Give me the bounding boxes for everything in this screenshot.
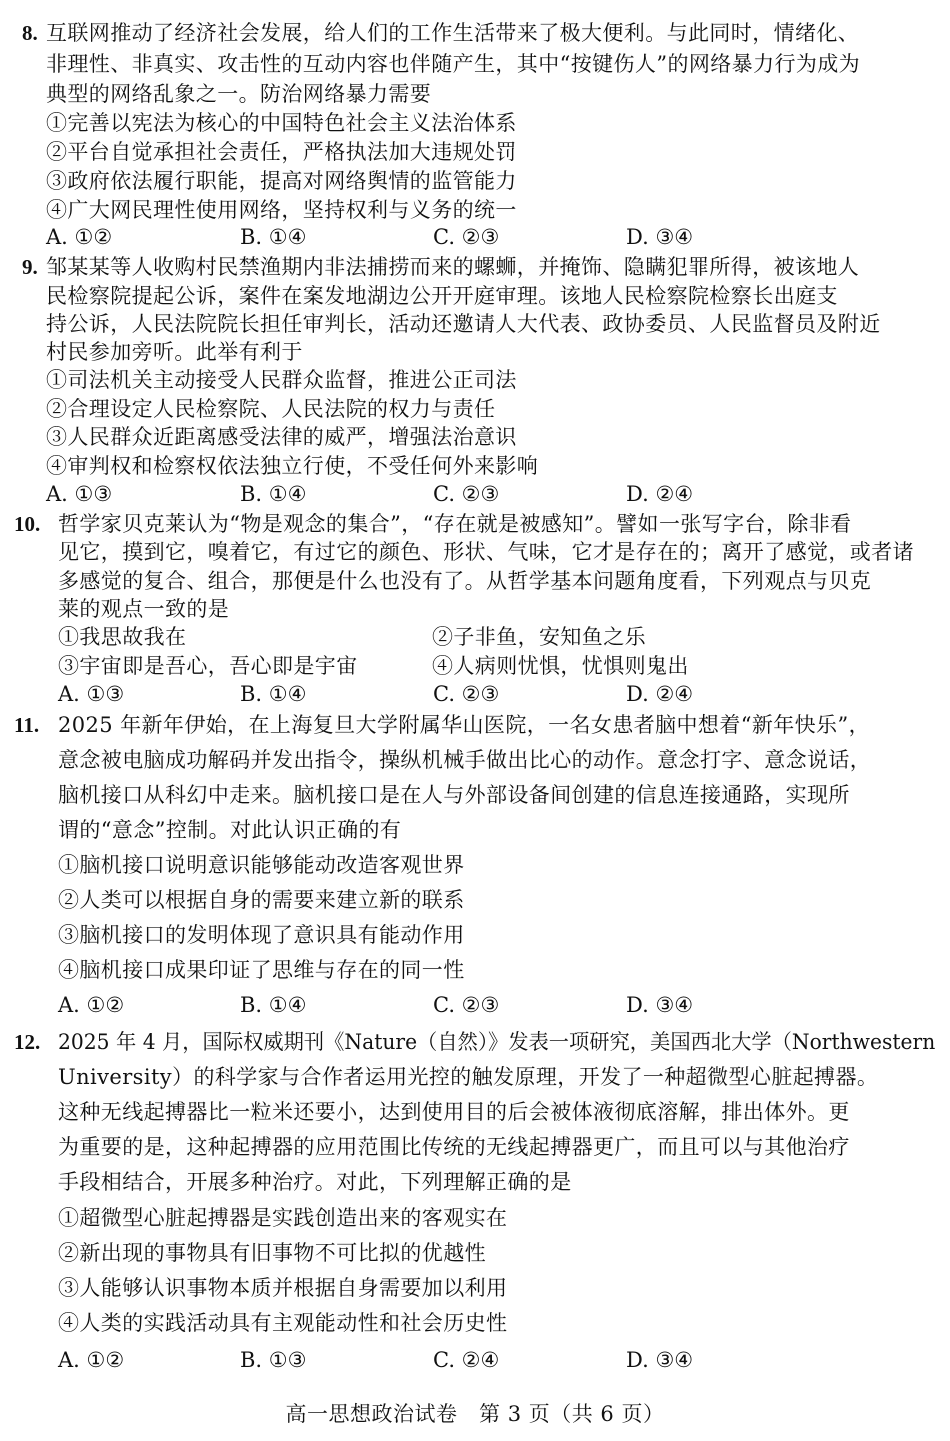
question-stem-line: 莱的观点一致的是 (58, 597, 230, 621)
statement-1: ①完善以宪法为核心的中国特色社会主义法治体系 (46, 111, 517, 135)
question-stem-line: 2025 年新年伊始，在上海复旦大学附属华山医院，一名女患者脑中想着“新年快乐”， (58, 713, 870, 737)
option-a[interactable]: A. ①③ (46, 482, 113, 506)
option-d[interactable]: D. ③④ (626, 993, 694, 1017)
question-number: 11. (14, 713, 40, 737)
statement-2: ②新出现的事物具有旧事物不可比拟的优越性 (58, 1241, 486, 1265)
option-d[interactable]: D. ②④ (626, 482, 694, 506)
option-c[interactable]: C. ②③ (433, 993, 500, 1017)
statement-1: ①我思故我在 (58, 625, 187, 649)
statement-2: ②平台自觉承担社会责任，严格执法加大违规处罚 (46, 140, 517, 164)
statement-2: ②人类可以根据自身的需要来建立新的联系 (58, 888, 465, 912)
question-stem-line: 意念被电脑成功解码并发出指令，操纵机械手做出比心的动作。意念打字、意念说话， (58, 748, 872, 772)
question-stem-line: 非理性、非真实、攻击性的互动内容也伴随产生，其中“按键伤人”的网络暴力行为成为 (46, 52, 861, 76)
question-number: 9. (22, 255, 38, 279)
statement-2: ②合理设定人民检察院、人民法院的权力与责任 (46, 397, 496, 421)
question-stem-line: 民检察院提起公诉，案件在案发地湖边公开开庭审理。该地人民检察院检察长出庭支 (46, 284, 838, 308)
question-stem-line: 村民参加旁听。此举有利于 (46, 340, 303, 364)
option-a[interactable]: A. ①③ (58, 682, 125, 706)
question-stem-line: 谓的“意念”控制。对此认识正确的有 (58, 818, 402, 842)
option-a[interactable]: A. ①② (58, 1348, 125, 1372)
option-c[interactable]: C. ②③ (433, 682, 500, 706)
question-stem-line: 持公诉，人民法院院长担任审判长，活动还邀请人大代表、政协委员、人民监督员及附近 (46, 312, 881, 336)
option-c[interactable]: C. ②③ (433, 225, 500, 249)
statement-1: ①超微型心脏起搏器是实践创造出来的客观实在 (58, 1206, 508, 1230)
question-stem-line: 2025 年 4 月，国际权威期刊《Nature（自然）》发表一项研究，美国西北大学（Northwestern (58, 1030, 936, 1054)
statement-3: ③脑机接口的发明体现了意识具有能动作用 (58, 923, 465, 947)
option-d[interactable]: D. ②④ (626, 682, 694, 706)
question-stem-line: University）的科学家与合作者运用光控的触发原理，开发了一种超微型心脏起搏器。 (58, 1065, 879, 1089)
statement-4: ④审判权和检察权依法独立行使，不受任何外来影响 (46, 454, 539, 478)
question-number: 10. (14, 512, 41, 536)
question-stem-line: 见它，摸到它，嗅着它，有过它的颜色、形状、气味，它才是存在的；离开了感觉，或者诸 (58, 540, 914, 564)
statement-3: ③人能够认识事物本质并根据自身需要加以利用 (58, 1276, 508, 1300)
option-b[interactable]: B. ①④ (240, 993, 307, 1017)
option-b[interactable]: B. ①④ (240, 225, 307, 249)
statement-1: ①脑机接口说明意识能够能动改造客观世界 (58, 853, 465, 877)
statement-4: ④人类的实践活动具有主观能动性和社会历史性 (58, 1311, 508, 1335)
option-a[interactable]: A. ①② (46, 225, 113, 249)
question-stem-line: 多感觉的复合、组合，那便是什么也没有了。从哲学基本问题角度看，下列观点与贝克 (58, 569, 872, 593)
option-b[interactable]: B. ①④ (240, 482, 307, 506)
question-stem-line: 互联网推动了经济社会发展，给人们的工作生活带来了极大便利。与此同时，情绪化、 (46, 21, 860, 45)
question-stem-line: 典型的网络乱象之一。防治网络暴力需要 (46, 82, 432, 106)
question-stem-line: 手段相结合，开展多种治疗。对此，下列理解正确的是 (58, 1170, 572, 1194)
question-stem-line: 邹某某等人收购村民禁渔期内非法捕捞而来的螺蛳，并掩饰、隐瞒犯罪所得，被该地人 (46, 255, 860, 279)
option-a[interactable]: A. ①② (58, 993, 125, 1017)
statement-1: ①司法机关主动接受人民群众监督，推进公正司法 (46, 368, 517, 392)
question-stem-line: 脑机接口从科幻中走来。脑机接口是在人与外部设备间创建的信息连接通路，实现所 (58, 783, 850, 807)
statement-3: ③宇宙即是吾心，吾心即是宇宙 (58, 654, 358, 678)
option-b[interactable]: B. ①④ (240, 682, 307, 706)
question-stem-line: 哲学家贝克莱认为“物是观念的集合”，“存在就是被感知”。譬如一张写字台，除非看 (58, 512, 852, 536)
option-c[interactable]: C. ②④ (433, 1348, 500, 1372)
option-d[interactable]: D. ③④ (626, 225, 694, 249)
statement-2: ②子非鱼，安知鱼之乐 (432, 625, 646, 649)
question-stem-line: 这种无线起搏器比一粒米还要小，达到使用目的后会被体液彻底溶解，排出体外。更 (58, 1100, 850, 1124)
option-c[interactable]: C. ②③ (433, 482, 500, 506)
statement-3: ③政府依法履行职能，提高对网络舆情的监管能力 (46, 169, 517, 193)
option-b[interactable]: B. ①③ (240, 1348, 307, 1372)
question-number: 12. (14, 1030, 41, 1054)
statement-4: ④广大网民理性使用网络，坚持权利与义务的统一 (46, 198, 517, 222)
statement-4: ④人病则忧惧，忧惧则鬼出 (432, 654, 689, 678)
page-footer: 高一思想政治试卷 第 3 页（共 6 页） (285, 1402, 665, 1426)
option-d[interactable]: D. ③④ (626, 1348, 694, 1372)
statement-3: ③人民群众近距离感受法律的威严，增强法治意识 (46, 425, 517, 449)
question-number: 8. (22, 21, 38, 45)
statement-4: ④脑机接口成果印证了思维与存在的同一性 (58, 958, 465, 982)
question-stem-line: 为重要的是，这种起搏器的应用范围比传统的无线起搏器更广，而且可以与其他治疗 (58, 1135, 850, 1159)
